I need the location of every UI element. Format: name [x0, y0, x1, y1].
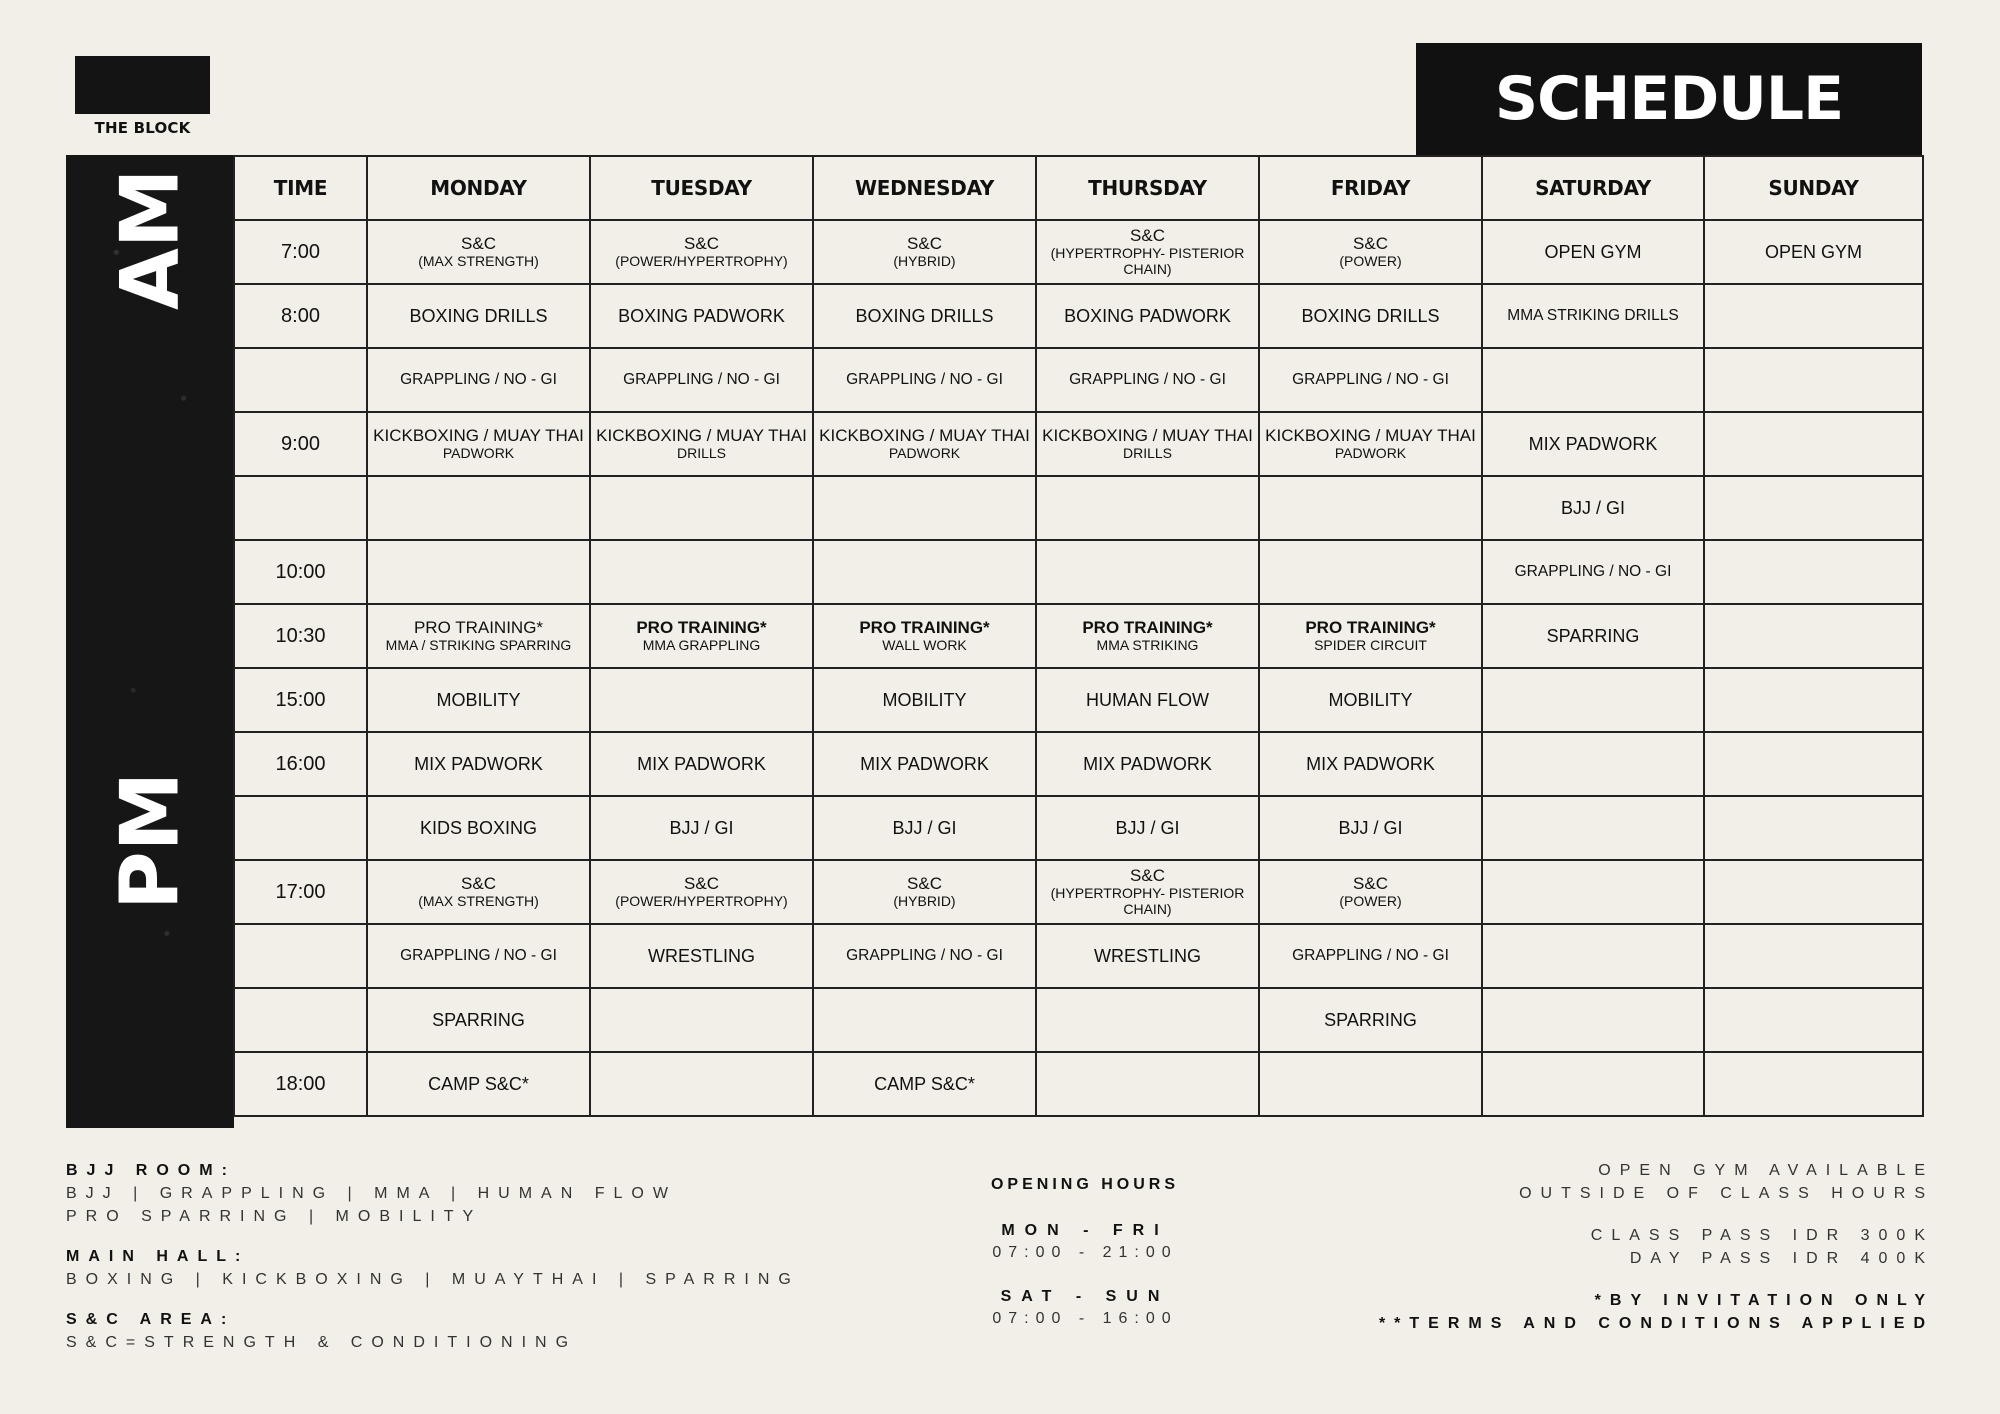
class-name: MIX PADWORK: [414, 754, 543, 774]
time-cell: 17:00: [234, 860, 367, 924]
header-friday: FRIDAY: [1259, 156, 1482, 220]
class-cell: [367, 412, 590, 476]
class-cell: [813, 220, 1036, 284]
class-cell: [590, 796, 813, 860]
table-row: [234, 220, 1923, 284]
class-cell: [1482, 540, 1704, 604]
class-cell: [1482, 924, 1704, 988]
bjj-room-line-1: BJJ | GRAPPLING | MMA | HUMAN FLOW: [66, 1185, 677, 1202]
class-cell: [1259, 732, 1482, 796]
class-name: KICKBOXING / MUAY THAI: [819, 426, 1030, 445]
class-name: CAMP S&C*: [874, 1074, 975, 1094]
class-name: S&C: [907, 874, 942, 893]
class-cell: [367, 732, 590, 796]
table-row: [234, 284, 1923, 348]
table-row: [234, 412, 1923, 476]
class-cell: [813, 604, 1036, 668]
class-name: S&C: [907, 234, 942, 253]
class-subtitle: (HYBRID): [893, 253, 956, 269]
class-name: OPEN GYM: [1544, 242, 1642, 262]
class-cell: [1704, 988, 1923, 1052]
time-cell: 15:00: [234, 668, 367, 732]
class-cell: [367, 668, 590, 732]
table-row: [234, 796, 1923, 860]
time-cell: [234, 476, 367, 540]
class-cell: [1704, 1052, 1923, 1116]
class-cell: [1482, 348, 1704, 412]
class-name: GRAPPLING / NO - GI: [623, 371, 780, 388]
class-name: WRESTLING: [647, 946, 755, 966]
class-subtitle: PADWORK: [888, 445, 961, 461]
class-cell: [1704, 604, 1923, 668]
class-name: GRAPPLING / NO - GI: [1292, 371, 1449, 388]
class-cell: [1036, 412, 1259, 476]
time-cell: 8:00: [234, 284, 367, 348]
class-name: S&C: [1130, 866, 1165, 885]
class-name: MIX PADWORK: [1528, 434, 1658, 454]
class-name: OPEN GYM: [1764, 242, 1862, 262]
class-cell: [1704, 924, 1923, 988]
class-cell: [1482, 796, 1704, 860]
class-cell: [1704, 412, 1923, 476]
class-name: S&C: [684, 874, 719, 893]
main-hall-title: MAIN HALL:: [66, 1248, 250, 1265]
weekday-label: MON - FRI: [1001, 1222, 1169, 1239]
class-cell: [1036, 284, 1259, 348]
class-cell: [367, 796, 590, 860]
class-cell: [1482, 476, 1704, 540]
table-row: [234, 924, 1923, 988]
class-name: PRO TRAINING*: [636, 618, 767, 637]
class-name: KIDS BOXING: [419, 818, 538, 838]
weekday-time: 07:00 - 21:00: [992, 1244, 1178, 1261]
class-cell: [590, 732, 813, 796]
class-subtitle: MMA GRAPPLING: [642, 637, 761, 653]
table-row: [234, 540, 1923, 604]
class-subtitle: (MAX STRENGTH): [418, 893, 539, 909]
class-cell: [1036, 540, 1259, 604]
class-cell: [813, 284, 1036, 348]
brand-name: THE BLOCK: [94, 119, 191, 137]
bjj-room-title: BJJ ROOM:: [66, 1162, 236, 1179]
class-cell: [1259, 796, 1482, 860]
class-name: S&C: [461, 234, 496, 253]
class-subtitle: (POWER/HYPERTROPHY): [615, 893, 788, 909]
time-cell: [234, 988, 367, 1052]
header-row: [234, 156, 1923, 220]
class-cell: [1036, 220, 1259, 284]
class-cell: [1704, 860, 1923, 924]
time-cell: 18:00: [234, 1052, 367, 1116]
class-cell: [590, 860, 813, 924]
class-cell: [813, 988, 1036, 1052]
time-cell: 10:30: [234, 604, 367, 668]
class-name: SPARRING: [1546, 626, 1640, 646]
table-row: [234, 988, 1923, 1052]
class-cell: [367, 1052, 590, 1116]
header-thursday: THURSDAY: [1036, 156, 1259, 220]
class-cell: [1482, 1052, 1704, 1116]
class-cell: [813, 668, 1036, 732]
class-name: MMA STRIKING DRILLS: [1507, 307, 1679, 324]
class-name: MIX PADWORK: [860, 754, 989, 774]
class-subtitle: (MAX STRENGTH): [418, 253, 539, 269]
class-name: BJJ / GI: [1338, 818, 1403, 838]
class-cell: [590, 924, 813, 988]
time-cell: [234, 348, 367, 412]
class-name: KICKBOXING / MUAY THAI: [373, 426, 584, 445]
class-name: BOXING DRILLS: [1301, 306, 1440, 326]
class-name: S&C: [1353, 234, 1388, 253]
class-name: BOXING DRILLS: [409, 306, 548, 326]
class-name: SPARRING: [1324, 1010, 1417, 1030]
class-cell: [1259, 668, 1482, 732]
class-cell: [590, 604, 813, 668]
class-subtitle: DRILLS: [676, 445, 727, 461]
open-gym-note-1: OPEN GYM AVAILABLE: [1598, 1162, 1934, 1179]
time-cell: 10:00: [234, 540, 367, 604]
class-cell: [590, 476, 813, 540]
class-name: WRESTLING: [1093, 946, 1201, 966]
class-subtitle: PADWORK: [1334, 445, 1407, 461]
table-row: [234, 348, 1923, 412]
class-cell: [1704, 732, 1923, 796]
header-tuesday: TUESDAY: [590, 156, 813, 220]
class-cell: [1259, 1052, 1482, 1116]
class-cell: [590, 668, 813, 732]
class-cell: [813, 348, 1036, 412]
class-cell: [590, 540, 813, 604]
class-name: CAMP S&C*: [428, 1074, 529, 1094]
class-name: BJJ / GI: [1115, 818, 1180, 838]
schedule-table: [233, 155, 1924, 1117]
class-cell: [1704, 540, 1923, 604]
class-cell: [1704, 220, 1923, 284]
class-subtitle: (POWER): [1339, 893, 1402, 909]
class-cell: [1259, 924, 1482, 988]
class-name: KICKBOXING / MUAY THAI: [1042, 426, 1253, 445]
class-cell: [1036, 796, 1259, 860]
table-row: [234, 476, 1923, 540]
class-name: GRAPPLING / NO - GI: [400, 947, 557, 964]
class-cell: [590, 412, 813, 476]
class-subtitle: WALL WORK: [882, 637, 967, 653]
class-name: MIX PADWORK: [1306, 754, 1435, 774]
class-name: GRAPPLING / NO - GI: [846, 947, 1003, 964]
class-cell: [1036, 668, 1259, 732]
class-subtitle: SPIDER CIRCUIT: [1314, 637, 1427, 653]
class-cell: [367, 476, 590, 540]
class-subtitle: PADWORK: [442, 445, 515, 461]
class-cell: [590, 348, 813, 412]
class-cell: [1259, 540, 1482, 604]
class-name: PRO TRAINING*: [1305, 618, 1436, 637]
class-subtitle: (HYPERTROPHY- PISTERIOR CHAIN): [1050, 885, 1245, 917]
class-name: BJJ / GI: [892, 818, 957, 838]
class-name: MIX PADWORK: [1083, 754, 1212, 774]
class-name: S&C: [461, 874, 496, 893]
opening-hours-title: OPENING HOURS: [990, 1176, 1179, 1193]
main-hall-line: BOXING | KICKBOXING | MUAYTHAI | SPARRING: [66, 1271, 800, 1288]
header-saturday: SATURDAY: [1482, 156, 1704, 220]
class-cell: [367, 988, 590, 1052]
time-cell: [234, 796, 367, 860]
class-cell: [1704, 476, 1923, 540]
class-cell: [1259, 988, 1482, 1052]
class-name: SPARRING: [432, 1010, 525, 1030]
class-name: GRAPPLING / NO - GI: [1514, 563, 1672, 580]
class-subtitle: (POWER/HYPERTROPHY): [615, 253, 788, 269]
time-cell: 9:00: [234, 412, 367, 476]
class-subtitle: (HYBRID): [893, 893, 956, 909]
class-cell: [1482, 220, 1704, 284]
class-name: MOBILITY: [1328, 690, 1413, 710]
class-name: GRAPPLING / NO - GI: [1292, 947, 1449, 964]
class-cell: [813, 1052, 1036, 1116]
header-monday: MONDAY: [367, 156, 590, 220]
class-cell: [1482, 668, 1704, 732]
class-name: S&C: [684, 234, 719, 253]
class-name: S&C: [1353, 874, 1388, 893]
class-subtitle: MMA / STRIKING SPARRING: [385, 637, 572, 653]
class-subtitle: (HYPERTROPHY- PISTERIOR CHAIN): [1050, 245, 1245, 277]
table-row: [234, 604, 1923, 668]
class-name: MIX PADWORK: [637, 754, 766, 774]
class-cell: [1259, 412, 1482, 476]
class-cell: [1482, 860, 1704, 924]
class-cell: [1482, 412, 1704, 476]
class-cell: [813, 732, 1036, 796]
class-cell: [367, 284, 590, 348]
class-cell: [590, 1052, 813, 1116]
header-wednesday: WEDNESDAY: [813, 156, 1036, 220]
class-cell: [1036, 604, 1259, 668]
class-cell: [1036, 476, 1259, 540]
class-cell: [1704, 796, 1923, 860]
class-name: BOXING DRILLS: [855, 306, 994, 326]
class-cell: [1259, 348, 1482, 412]
class-cell: [813, 860, 1036, 924]
class-cell: [813, 412, 1036, 476]
class-name: GRAPPLING / NO - GI: [400, 371, 557, 388]
class-cell: [813, 476, 1036, 540]
class-cell: [367, 220, 590, 284]
class-cell: [1259, 284, 1482, 348]
class-name: BOXING PADWORK: [618, 306, 785, 326]
class-cell: [590, 284, 813, 348]
class-cell: [590, 988, 813, 1052]
class-cell: [367, 604, 590, 668]
class-cell: [1036, 732, 1259, 796]
class-cell: [1704, 284, 1923, 348]
time-cell: 16:00: [234, 732, 367, 796]
weekend-label: SAT - SUN: [1000, 1288, 1170, 1305]
class-cell: [590, 220, 813, 284]
table-row: [234, 1052, 1923, 1116]
sc-area-line: S&C=STRENGTH & CONDITIONING: [66, 1334, 578, 1351]
sc-area-title: S&C AREA:: [66, 1311, 236, 1328]
class-name: KICKBOXING / MUAY THAI: [596, 426, 807, 445]
class-cell: [813, 924, 1036, 988]
class-subtitle: MMA STRIKING: [1096, 637, 1199, 653]
header-time: TIME: [234, 156, 367, 220]
class-name: KICKBOXING / MUAY THAI: [1265, 426, 1476, 445]
class-cell: [367, 924, 590, 988]
rooms-section: [66, 1162, 800, 1352]
class-cell: [1036, 860, 1259, 924]
class-name: GRAPPLING / NO - GI: [1069, 371, 1226, 388]
class-cell: [1482, 604, 1704, 668]
class-cell: [367, 348, 590, 412]
class-cell: [1036, 988, 1259, 1052]
brand-logo: [75, 56, 210, 114]
class-cell: [1036, 924, 1259, 988]
class-name: BOXING PADWORK: [1064, 306, 1231, 326]
notes-section: [1379, 1162, 1934, 1333]
bjj-room-line-2: PRO SPARRING | MOBILITY: [66, 1208, 483, 1225]
class-cell: [1036, 1052, 1259, 1116]
time-cell: 7:00: [234, 220, 367, 284]
class-name: BJJ / GI: [669, 818, 734, 838]
class-name: PRO TRAINING*: [413, 618, 544, 637]
class-cell: [1482, 732, 1704, 796]
class-cell: [813, 540, 1036, 604]
class-cell: [1259, 604, 1482, 668]
class-name: BJJ / GI: [1560, 498, 1625, 518]
class-name: S&C: [1130, 226, 1165, 245]
class-name: MOBILITY: [436, 690, 521, 710]
class-cell: [1704, 348, 1923, 412]
class-cell: [1036, 348, 1259, 412]
time-cell: [234, 924, 367, 988]
class-name: HUMAN FLOW: [1086, 690, 1209, 710]
class-subtitle: (POWER): [1339, 253, 1402, 269]
class-cell: [1704, 668, 1923, 732]
header-sunday: SUNDAY: [1704, 156, 1923, 220]
weekend-time: 07:00 - 16:00: [992, 1310, 1178, 1327]
class-cell: [367, 860, 590, 924]
class-name: PRO TRAINING*: [859, 618, 990, 637]
class-cell: [1259, 220, 1482, 284]
opening-hours: [940, 1176, 1230, 1328]
class-name: GRAPPLING / NO - GI: [846, 371, 1003, 388]
day-pass-price: DAY PASS IDR 400K: [1629, 1250, 1934, 1267]
table-row: [234, 668, 1923, 732]
class-subtitle: DRILLS: [1122, 445, 1173, 461]
page-title: SCHEDULE: [1416, 43, 1922, 155]
class-cell: [1259, 860, 1482, 924]
class-name: MOBILITY: [882, 690, 967, 710]
class-name: PRO TRAINING*: [1082, 618, 1213, 637]
invitation-note: *BY INVITATION ONLY: [1594, 1292, 1934, 1309]
class-cell: [813, 796, 1036, 860]
table-row: [234, 860, 1923, 924]
class-cell: [1482, 284, 1704, 348]
terms-note: **TERMS AND CONDITIONS APPLIED: [1378, 1315, 1934, 1332]
open-gym-note-2: OUTSIDE OF CLASS HOURS: [1519, 1185, 1934, 1202]
class-pass-price: CLASS PASS IDR 300K: [1590, 1227, 1934, 1244]
class-cell: [367, 540, 590, 604]
class-cell: [1259, 476, 1482, 540]
table-row: [234, 732, 1923, 796]
class-cell: [1482, 988, 1704, 1052]
